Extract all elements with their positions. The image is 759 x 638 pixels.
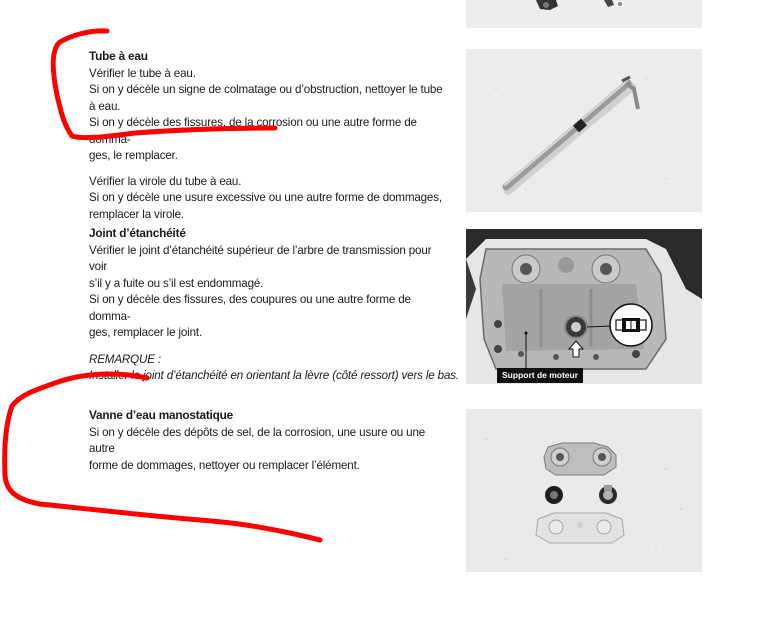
paragraph: remplacer la virole. (89, 207, 184, 221)
section-seal (89, 225, 459, 385)
paragraph: Si on y décèle un signe de colmatage ou d’obstruction, nettoyer le tube à eau. (89, 83, 443, 113)
paragraph: Vérifier la virole du tube à eau. (89, 174, 242, 188)
note-text: Installer le joint d’étanchéité en orientant la lèvre (côté ressort) vers le bas. (89, 369, 459, 382)
paragraph: Vérifier le joint d’étanchéité supérieur de l’arbre de transmission pour voir (89, 243, 432, 273)
section-water-tube (89, 48, 449, 223)
paragraph: Si on y décèle des fissures, de la corrosion ou une autre forme de domma- (89, 116, 417, 146)
section-title: Vanne d’eau manostatique (89, 408, 234, 422)
photo-water-tube (466, 49, 702, 212)
paragraph: s’il y a fuite ou s’il est endommagé. (89, 276, 264, 290)
photo-pressure-valve (466, 409, 702, 572)
paragraph: ges, le remplacer. (89, 149, 178, 162)
paragraph: Si on y décèle des fissures, des coupures ou une autre forme de domma- (89, 293, 411, 323)
photo-top-partial (466, 0, 702, 28)
paragraph: Vérifier le tube à eau. (89, 66, 196, 80)
paragraph: Si on y décèle une usure excessive ou une autre forme de dommages, (89, 191, 442, 204)
paragraph: Si on y décèle des dépôts de sel, de la corrosion, une usure ou une autre (89, 425, 426, 455)
photo-engine-support (466, 229, 702, 384)
paragraph: ges, remplacer le joint. (89, 326, 203, 339)
section-title: Tube à eau (89, 49, 148, 63)
note-label: REMARQUE : (89, 352, 161, 366)
note (89, 352, 459, 385)
paragraph: forme de dommages, nettoyer ou remplacer l’élément. (89, 458, 360, 472)
section-pressure-valve (89, 407, 449, 474)
motor-support-label: Support de moteur (497, 368, 583, 383)
section-title: Joint d’étanchéité (89, 226, 186, 240)
